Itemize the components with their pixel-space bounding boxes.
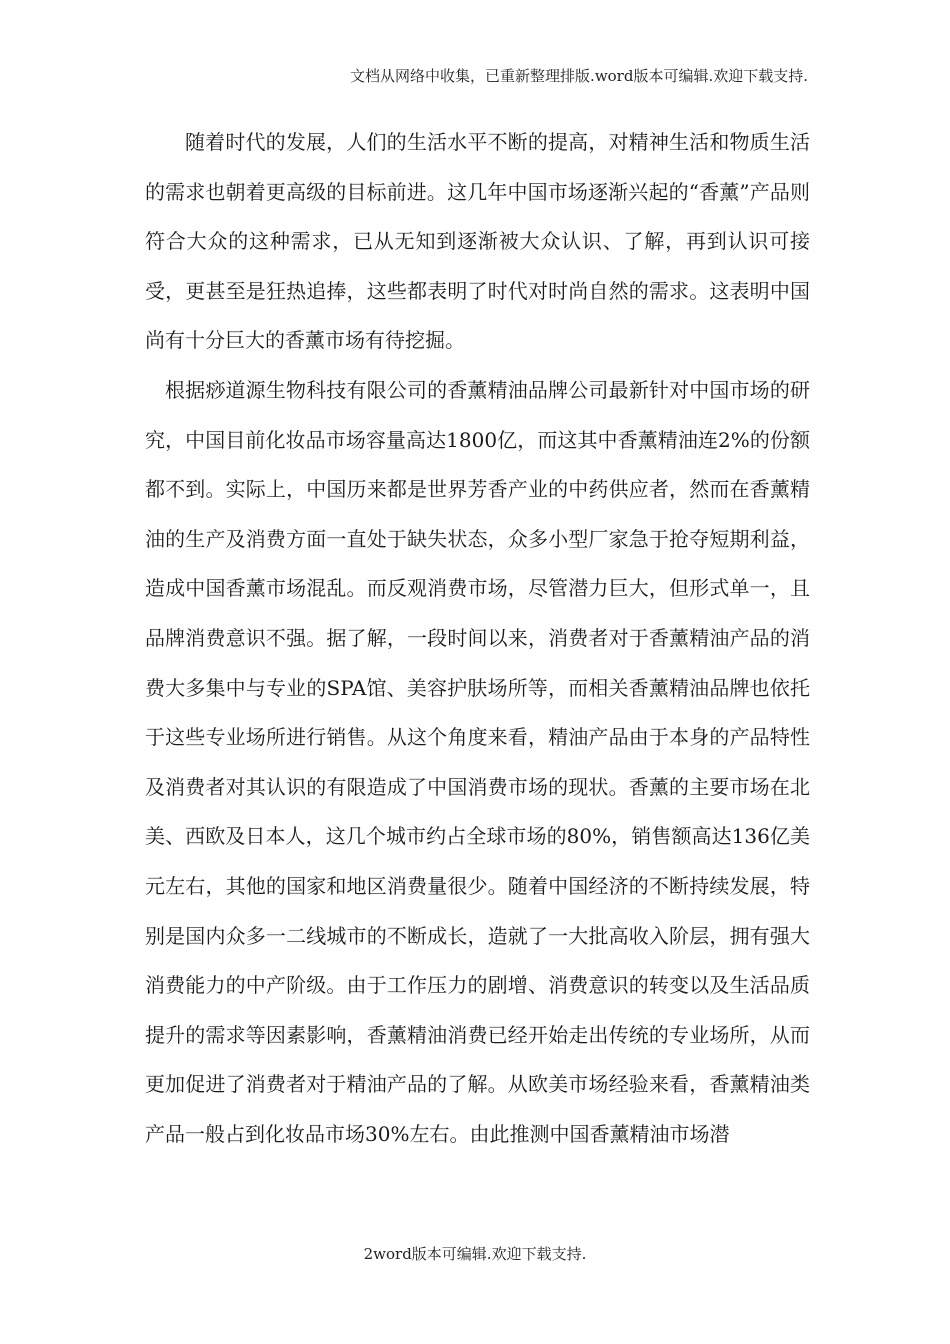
document-body <box>145 118 810 1159</box>
page-header: 文档从网络中收集，已重新整理排版.word版本可编辑.欢迎下载支持. <box>350 67 808 85</box>
paragraph-1: 随着时代的发展，人们的生活水平不断的提高，对精神生活和物质生活的需求也朝着更高级的目标前进。这几年中国市场逐渐兴起的“香薰”产品则符合大众的这种需求，已从无知到逐渐被大众认识、了解，再到认识可接受，更甚至是狂热追捧，这些都表明了时代对时尚自然的需求。这表明中国尚有十分巨大的香薰市场有待挖掘。 <box>145 130 810 353</box>
page-footer: 2word版本可编辑.欢迎下载支持. <box>363 1245 587 1263</box>
paragraph-2: 根据痧道源生物科技有限公司的香薰精油品牌公司最新针对中国市场的研究，中国目前化妆品市场容量高达1800亿，而这其中香薰精油连2%的份额都不到。实际上，中国历来都是世界芳香产业的中药供应者，然而在香薰精油的生产及消费方面一直处于缺失状态，众多小型厂家急于抢夺短期利益，造成中国香薰市场混乱。而反观消费市场，尽管潜力巨大，但形式单一，且品牌消费意识不强。据了解，一段时间以来，消费者对于香薰精油产品的消费大多集中与专业的SPA馆、美容护肤场所等，而相关香薰精油品牌也依托于这些专业场所进行销售。从这个角度来看，精油产品由于本身的产品特性及消费者对其认识的有限造成了中国消费市场的现状。香薰的主要市场在北美、西欧及日本人，这几个城市约占全球市场的80%，销售额高达136亿美元左右，其他的国家和地区消费量很少。随着中国经济的不断持续发展，特别是国内众多一二线城市的不断成长，造就了一大批高收入阶层，拥有强大消费能力的中产阶级。由于工作压力的剧增、消费意识的转变以及生活品质提升的需求等因素影响，香薰精油消费已经开始走出传统的专业场所，从而更加促进了消费者对于精油产品的了解。从欧美市场经验来看，香薰精油类产品一般占到化妆品市场30%左右。由此推测中国香薰精油市场潜 <box>145 377 810 1146</box>
